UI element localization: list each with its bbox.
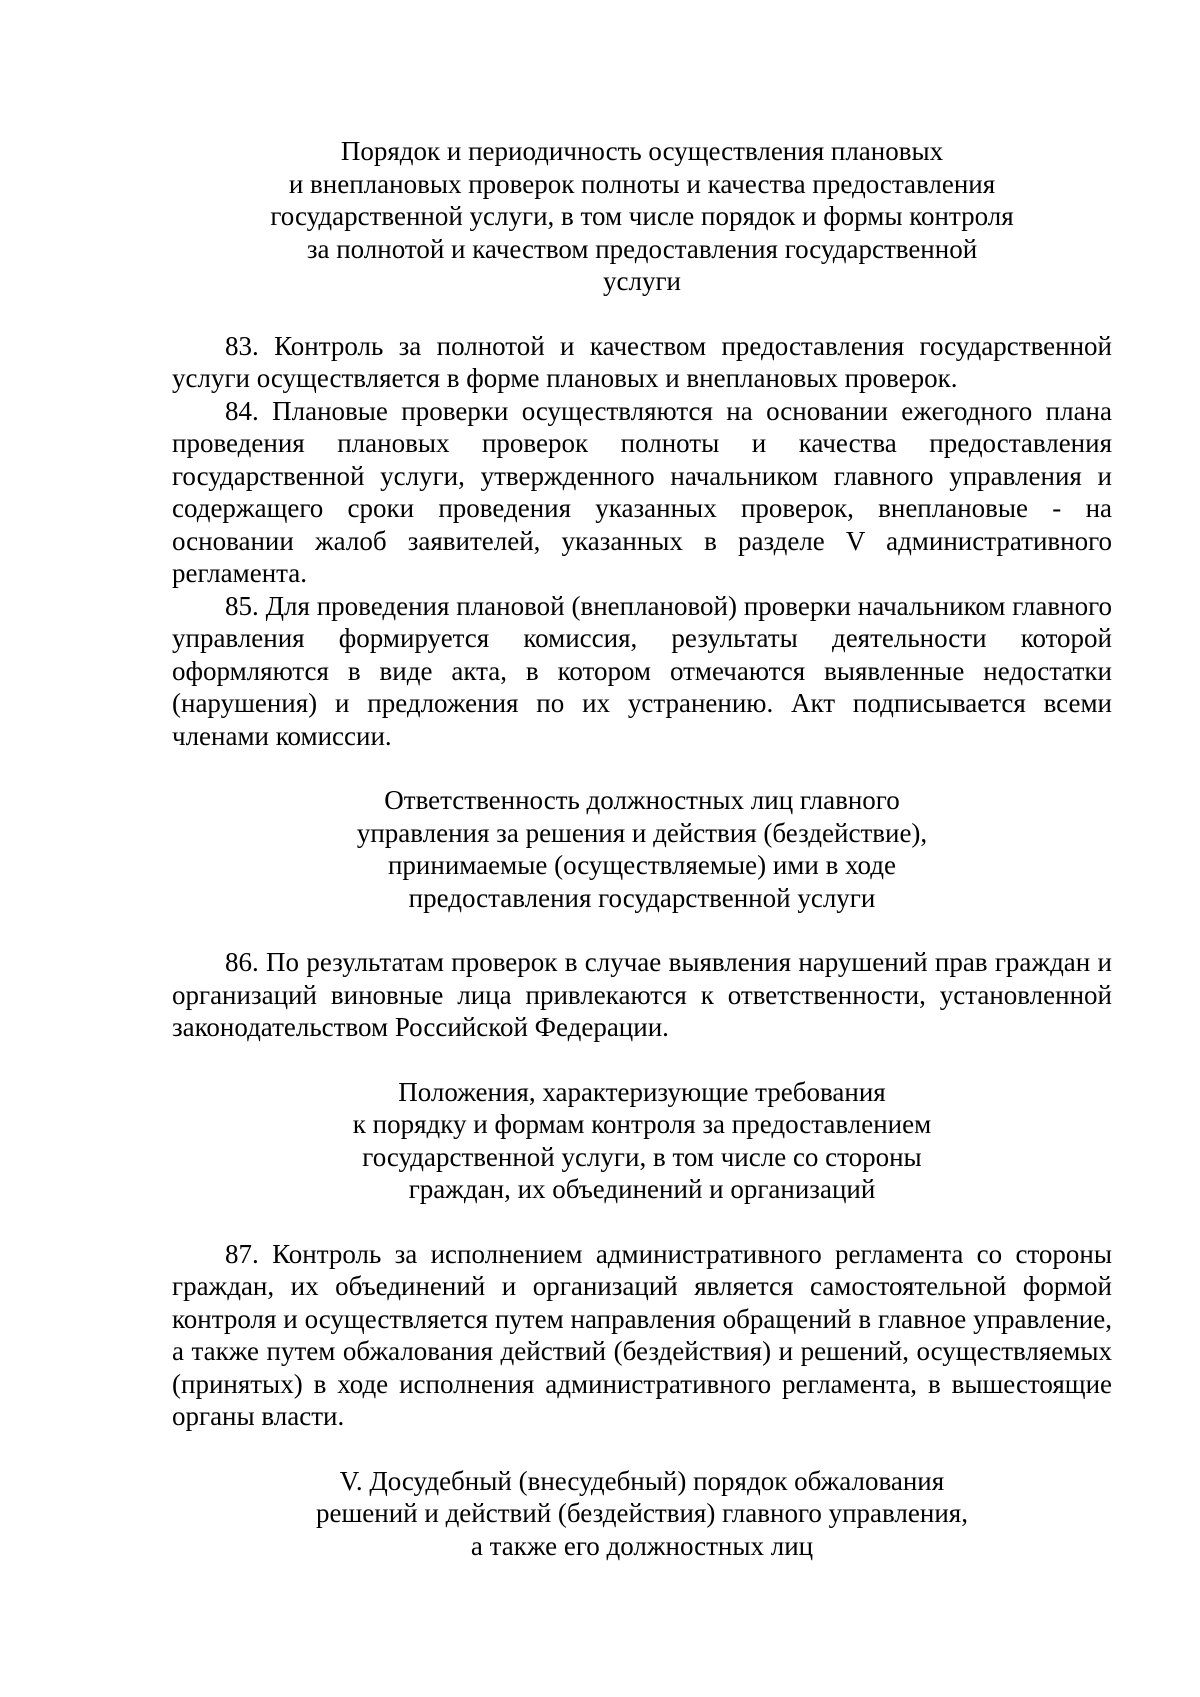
- heading-line: управления за решения и действия (бездействие),: [356, 817, 928, 848]
- heading-line: V. Досудебный (внесудебный) порядок обжалования: [339, 1465, 945, 1496]
- heading-line: Положения, характеризующие требования: [398, 1076, 886, 1107]
- heading-line: и внеплановых проверок полноты и качества предоставления: [288, 168, 996, 199]
- heading-line: предоставления государственной услуги: [408, 882, 876, 913]
- paragraph-86: 86. По результатам проверок в случае выявления нарушений прав граждан и организаций виновные лица привлекаются к ответственности, установленной законодательством Российской Федерации.: [172, 947, 1112, 1042]
- section-heading-responsibility: [172, 784, 1112, 914]
- heading-line: а также его должностных лиц: [470, 1530, 814, 1561]
- paragraph-83: 83. Контроль за полнотой и качеством предоставления государственной услуги осуществляется в форме плановых и внеплановых проверок.: [172, 330, 1112, 393]
- document-body: [172, 135, 1112, 1562]
- section-heading-appeal-procedure: [172, 1465, 1112, 1563]
- section-heading-control-requirements: [172, 1076, 1112, 1206]
- heading-line: услуги: [603, 266, 681, 296]
- heading-line: Порядок и периодичность осуществления плановых: [340, 136, 944, 166]
- heading-line: за полнотой и качеством предоставления государственной: [306, 233, 978, 264]
- heading-line: принимаемые (осуществляемые) ими в ходе: [387, 850, 897, 880]
- heading-line: государственной услуги, в том числе со стороны: [362, 1141, 922, 1172]
- heading-line: государственной услуги, в том числе порядок и формы контроля: [270, 201, 1014, 231]
- heading-line: граждан, их объединений и организаций: [408, 1174, 876, 1204]
- paragraph-87: 87. Контроль за исполнением административного регламента со стороны граждан, их объединений и организаций является самостоятельной формой контроля и осуществляется путем направления обращений в главное управление, а также путем обжалования действий (бездействия) и решений, осуществляемых (принятых) в ходе исполнения административного регламента, в вышестоящие органы власти.: [172, 1238, 1112, 1431]
- heading-line: Ответственность должностных лиц главного: [384, 785, 900, 815]
- paragraph-85: 85. Для проведения плановой (внеплановой) проверки начальником главного управления формируется комиссия, результаты деятельности которой оформляются в виде акта, в котором отмечаются выявленные недостатки (нарушения) и предложения по их устранению. Акт подписывается всеми членами комиссии.: [172, 590, 1112, 751]
- heading-line: к порядку и формам контроля за предоставлением: [352, 1109, 932, 1139]
- heading-line: решений и действий (бездействия) главного управления,: [316, 1498, 968, 1528]
- paragraph-84: 84. Плановые проверки осуществляются на основании ежегодного плана проведения плановых проверок полноты и качества предоставления государственной услуги, утвержденного начальником главного управления и содержащего сроки проведения указанных проверок, внеплановые - на основании жалоб заявителей, указанных в разделе V административного регламента.: [172, 395, 1112, 588]
- section-heading-inspections: [172, 135, 1112, 298]
